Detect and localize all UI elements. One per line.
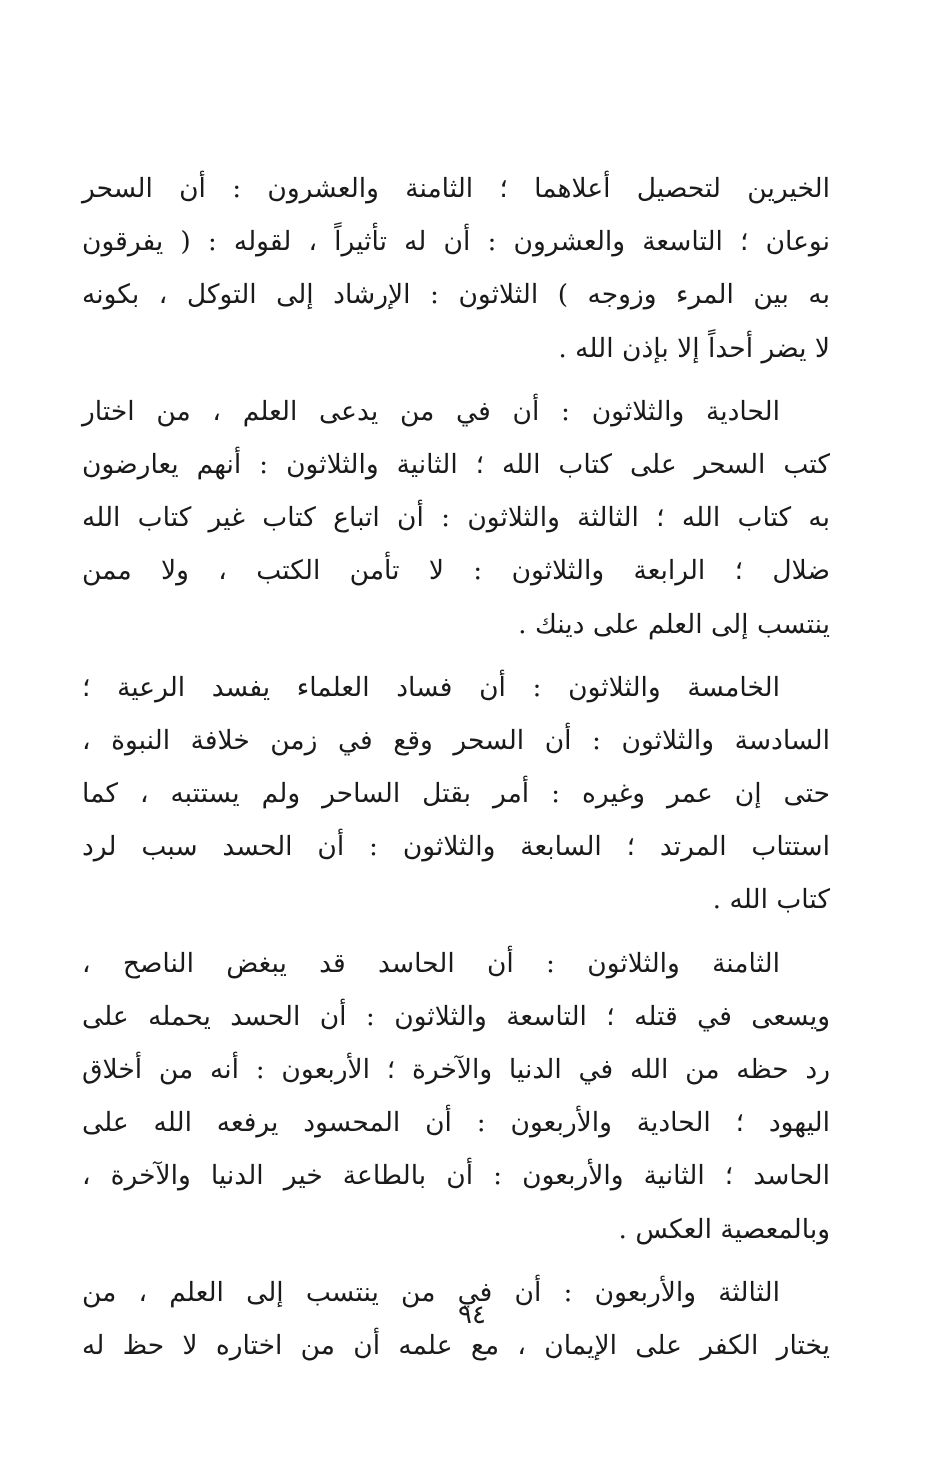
paragraph-2 bbox=[82, 385, 830, 651]
text-line: نوعان ؛ التاسعة والعشرون : أن له تأثيراً ، لقوله : ( يفرقون bbox=[82, 226, 830, 258]
paragraph-4 bbox=[82, 937, 830, 1256]
text-line: لا يضر أحداً إلا بإذن الله . bbox=[558, 332, 830, 364]
text-line: الثالثة والأربعون : أن في من ينتسب إلى العلم ، من bbox=[82, 1276, 780, 1308]
text-line: الحادية والثلاثون : أن في من يدعى العلم ، من اختار bbox=[82, 395, 780, 427]
text-line: استتاب المرتد ؛ السابعة والثلاثون : أن الحسد سبب لرد bbox=[82, 831, 830, 863]
paragraph-3 bbox=[82, 661, 830, 927]
text-line: الخامسة والثلاثون : أن فساد العلماء يفسد الرعية ؛ bbox=[82, 671, 780, 703]
text-line: كتب السحر على كتاب الله ؛ الثانية والثلاثون : أنهم يعارضون bbox=[82, 448, 830, 480]
text-line: الثامنة والثلاثون : أن الحاسد قد يبغض الناصح ، bbox=[82, 947, 780, 979]
text-line: الحاسد ؛ الثانية والأربعون : أن بالطاعة خير الدنيا والآخرة ، bbox=[82, 1160, 830, 1192]
text-line: ضلال ؛ الرابعة والثلاثون : لا تأمن الكتب ، ولا ممن bbox=[82, 555, 830, 587]
text-line: به كتاب الله ؛ الثالثة والثلاثون : أن اتباع كتاب غير كتاب الله bbox=[82, 502, 830, 534]
page-number: ٩٤ bbox=[458, 1300, 486, 1330]
text-line: يختار الكفر على الإيمان ، مع علمه أن من اختاره لا حظ له bbox=[82, 1329, 830, 1361]
text-line: كتاب الله . bbox=[712, 884, 830, 916]
text-line: ينتسب إلى العلم على دينك . bbox=[518, 608, 830, 640]
text-line: وبالمعصية العكس . bbox=[618, 1213, 830, 1245]
text-line: به بين المرء وزوجه ) الثلاثون : الإرشاد إلى التوكل ، بكونه bbox=[82, 279, 830, 311]
page-body bbox=[82, 162, 830, 1382]
text-line: رد حظه من الله في الدنيا والآخرة ؛ الأربعون : أنه من أخلاق bbox=[82, 1054, 830, 1085]
text-line: حتى إن عمر وغيره : أمر بقتل الساحر ولم يستتبه ، كما bbox=[82, 778, 830, 810]
paragraph-1 bbox=[82, 162, 830, 375]
text-line: ويسعى في قتله ؛ التاسعة والثلاثون : أن الحسد يحمله على bbox=[82, 1000, 830, 1032]
text-line: السادسة والثلاثون : أن السحر وقع في زمن خلافة النبوة ، bbox=[82, 724, 830, 756]
text-line: اليهود ؛ الحادية والأربعون : أن المحسود يرفعه الله على bbox=[82, 1107, 830, 1139]
text-line: الخيرين لتحصيل أعلاهما ؛ الثامنة والعشرون : أن السحر bbox=[82, 173, 830, 204]
